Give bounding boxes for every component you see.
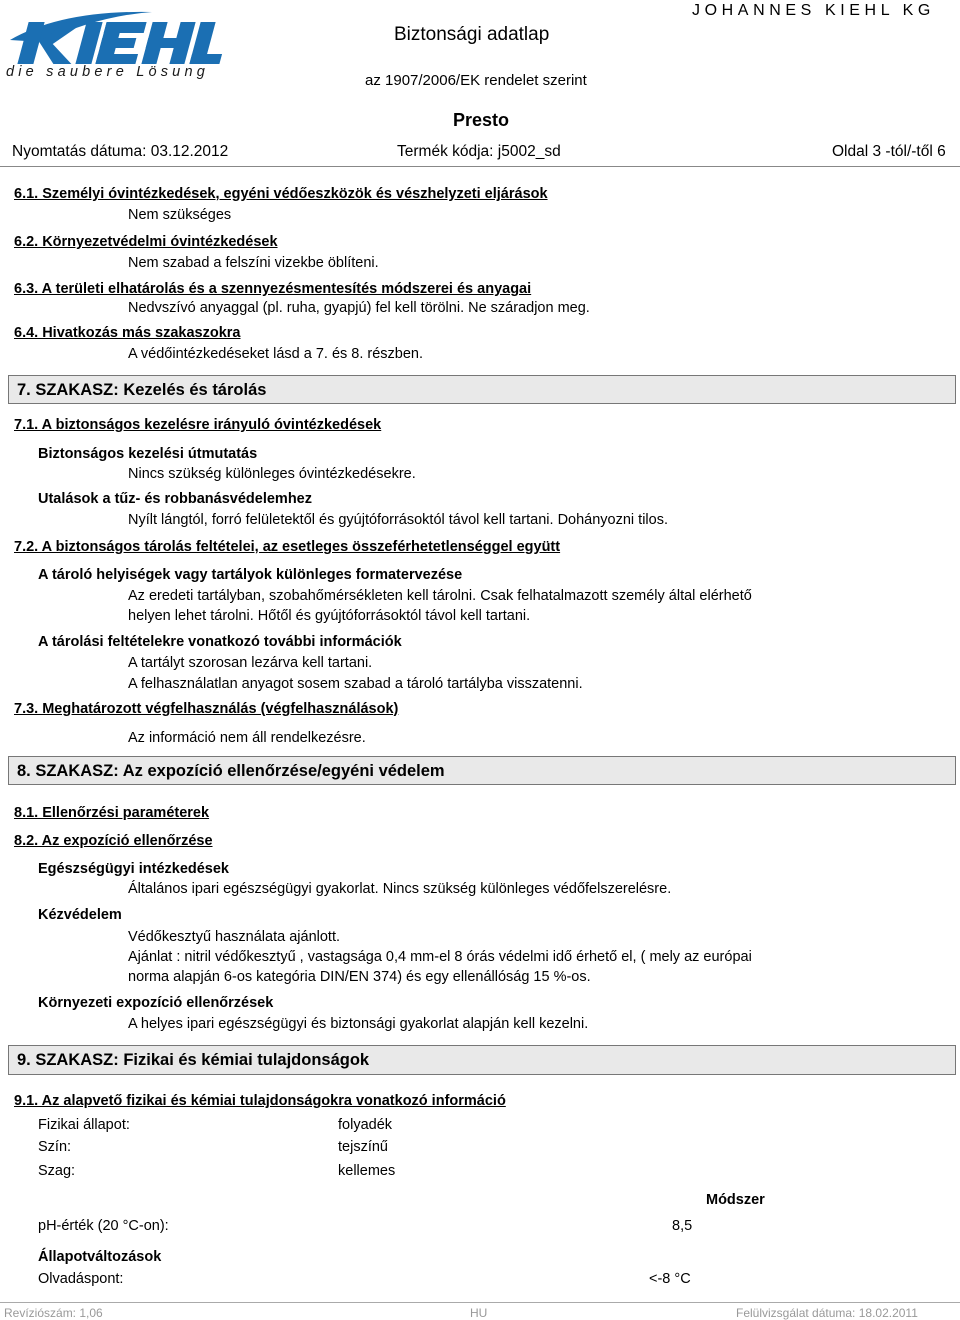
- env-exposure-text: A helyes ipari egészségügyi és biztonsági gyakorlat alapján kell kezelni.: [128, 1016, 589, 1032]
- section-8-1-title: 8.1. Ellenőrzési paraméterek: [14, 805, 210, 821]
- section-6-1-text: Nem szükséges: [128, 207, 232, 223]
- print-date: Nyomtatás dátuma: 03.12.2012: [12, 143, 229, 160]
- fire-protection-label: Utalások a tűz- és robbanásvédelemhez: [38, 491, 312, 507]
- odor-value: kellemes: [338, 1163, 396, 1179]
- section-9-heading: [8, 1045, 956, 1075]
- document-title: Biztonsági adatlap: [394, 24, 550, 45]
- header-divider: [0, 166, 960, 167]
- review-date: Felülvizsgálat dátuma: 18.02.2011: [736, 1306, 918, 1320]
- storage-further-text-1: A tartályt szorosan lezárva kell tartani.: [128, 655, 373, 671]
- handling-text: Nincs szükség különleges óvintézkedésekre.: [128, 466, 416, 482]
- hand-protection-label: Kézvédelem: [38, 907, 122, 923]
- physical-state-value: folyadék: [338, 1117, 393, 1133]
- physical-state-label: Fizikai állapot:: [38, 1117, 130, 1133]
- melting-point-value: <-8 °C: [649, 1271, 691, 1287]
- color-label: Szín:: [38, 1139, 72, 1155]
- color-value: tejszínű: [338, 1139, 388, 1155]
- health-measures-label: Egészségügyi intézkedések: [38, 861, 229, 877]
- page-number: Oldal 3 -tól/-től 6: [832, 143, 946, 160]
- regulation-text: az 1907/2006/EK rendelet szerint: [365, 72, 587, 89]
- hand-protection-text-2: Ajánlat : nitril védőkesztyű , vastagsága 0,4 mm-el 8 órás védelmi idő érhető el, ( mely az európai: [128, 949, 752, 965]
- odor-label: Szag:: [38, 1163, 76, 1179]
- melting-point-label: Olvadáspont:: [38, 1271, 124, 1287]
- product-name: Presto: [453, 110, 510, 130]
- section-6-3-title: 6.3. A területi elhatárolás és a szennyezésmentesítés módszerei és anyagai: [14, 281, 532, 297]
- section-8-2-title: 8.2. Az expozíció ellenőrzése: [14, 833, 213, 849]
- ph-value: 8,5: [672, 1218, 693, 1234]
- storage-further-text-2: A felhasználatlan anyagot sosem szabad a tároló tartályba visszatenni.: [128, 676, 583, 692]
- section-6-2-title: 6.2. Környezetvédelmi óvintézkedések: [14, 234, 278, 250]
- section-8-heading: [8, 756, 956, 785]
- section-6-4-title: 6.4. Hivatkozás más szakaszokra: [14, 325, 241, 341]
- section-9-1-title: 9.1. Az alapvető fizikai és kémiai tulajdonságokra vonatkozó információ: [14, 1093, 506, 1109]
- logo-tagline: die saubere Lösung: [6, 64, 209, 80]
- fire-protection-text: Nyílt lángtól, forró felületektől és gyújtóforrásoktól távol kell tartani. Dohányozni tilos.: [128, 512, 668, 528]
- section-6-3-text: Nedvszívó anyaggal (pl. ruha, gyapjú) fel kell törölni. Ne száradjon meg.: [128, 300, 590, 316]
- section-6-4-text: A védőintézkedéseket lásd a 7. és 8. részben.: [128, 346, 424, 362]
- section-7-heading-text: 7. SZAKASZ: Kezelés és tárolás: [17, 381, 267, 399]
- storage-further-label: A tárolási feltételekre vonatkozó további információk: [38, 634, 402, 650]
- storage-text-2: helyen lehet tárolni. Hőtől és gyújtóforrásoktól távol kell tartani.: [128, 608, 531, 624]
- section-7-2-title: 7.2. A biztonságos tárolás feltételei, az esetleges összeférhetetlenséggel együtt: [14, 539, 561, 555]
- ph-label: pH-érték (20 °C-on):: [38, 1218, 169, 1234]
- section-7-3-title: 7.3. Meghatározott végfelhasználás (végfelhasználások): [14, 701, 399, 717]
- product-code: Termék kódja: j5002_sd: [397, 143, 561, 160]
- health-measures-text: Általános ipari egészségügyi gyakorlat. Nincs szükség különleges védőfelszerelésre.: [128, 881, 672, 897]
- section-6-1-title: 6.1. Személyi óvintézkedések, egyéni védőeszközök és vészhelyzeti eljárások: [14, 186, 548, 202]
- company-name: JOHANNES KIEHL KG: [692, 2, 935, 19]
- section-6-2-text: Nem szabad a felszíni vizekbe öblíteni.: [128, 255, 379, 271]
- revision-number: Revíziószám: 1,06: [4, 1306, 103, 1320]
- section-7-3-text: Az információ nem áll rendelkezésre.: [128, 730, 366, 746]
- method-column-header: Módszer: [706, 1192, 765, 1208]
- section-8-heading-text: 8. SZAKASZ: Az expozíció ellenőrzése/egyéni védelem: [17, 762, 445, 780]
- storage-text-1: Az eredeti tartályban, szobahőmérsékleten kell tárolni. Csak felhatalmazott személy által elérhető: [128, 588, 752, 604]
- section-7-heading: [8, 375, 956, 404]
- language-code: HU: [470, 1306, 488, 1320]
- section-7-1-title: 7.1. A biztonságos kezelésre irányuló óvintézkedések: [14, 417, 382, 433]
- env-exposure-label: Környezeti expozíció ellenőrzések: [38, 995, 274, 1011]
- hand-protection-text-1: Védőkesztyű használata ajánlott.: [128, 929, 340, 945]
- hand-protection-text-3: norma alapján 6-os kategória DIN/EN 374) és egy ellenállóság 15 %-os.: [128, 969, 591, 985]
- state-changes-label: Állapotváltozások: [38, 1249, 162, 1265]
- storage-label: A tároló helyiségek vagy tartályok különleges formatervezése: [38, 567, 463, 583]
- handling-label: Biztonságos kezelési útmutatás: [38, 446, 258, 462]
- section-9-heading-text: 9. SZAKASZ: Fizikai és kémiai tulajdonságok: [17, 1051, 370, 1069]
- footer-divider: [0, 1302, 960, 1303]
